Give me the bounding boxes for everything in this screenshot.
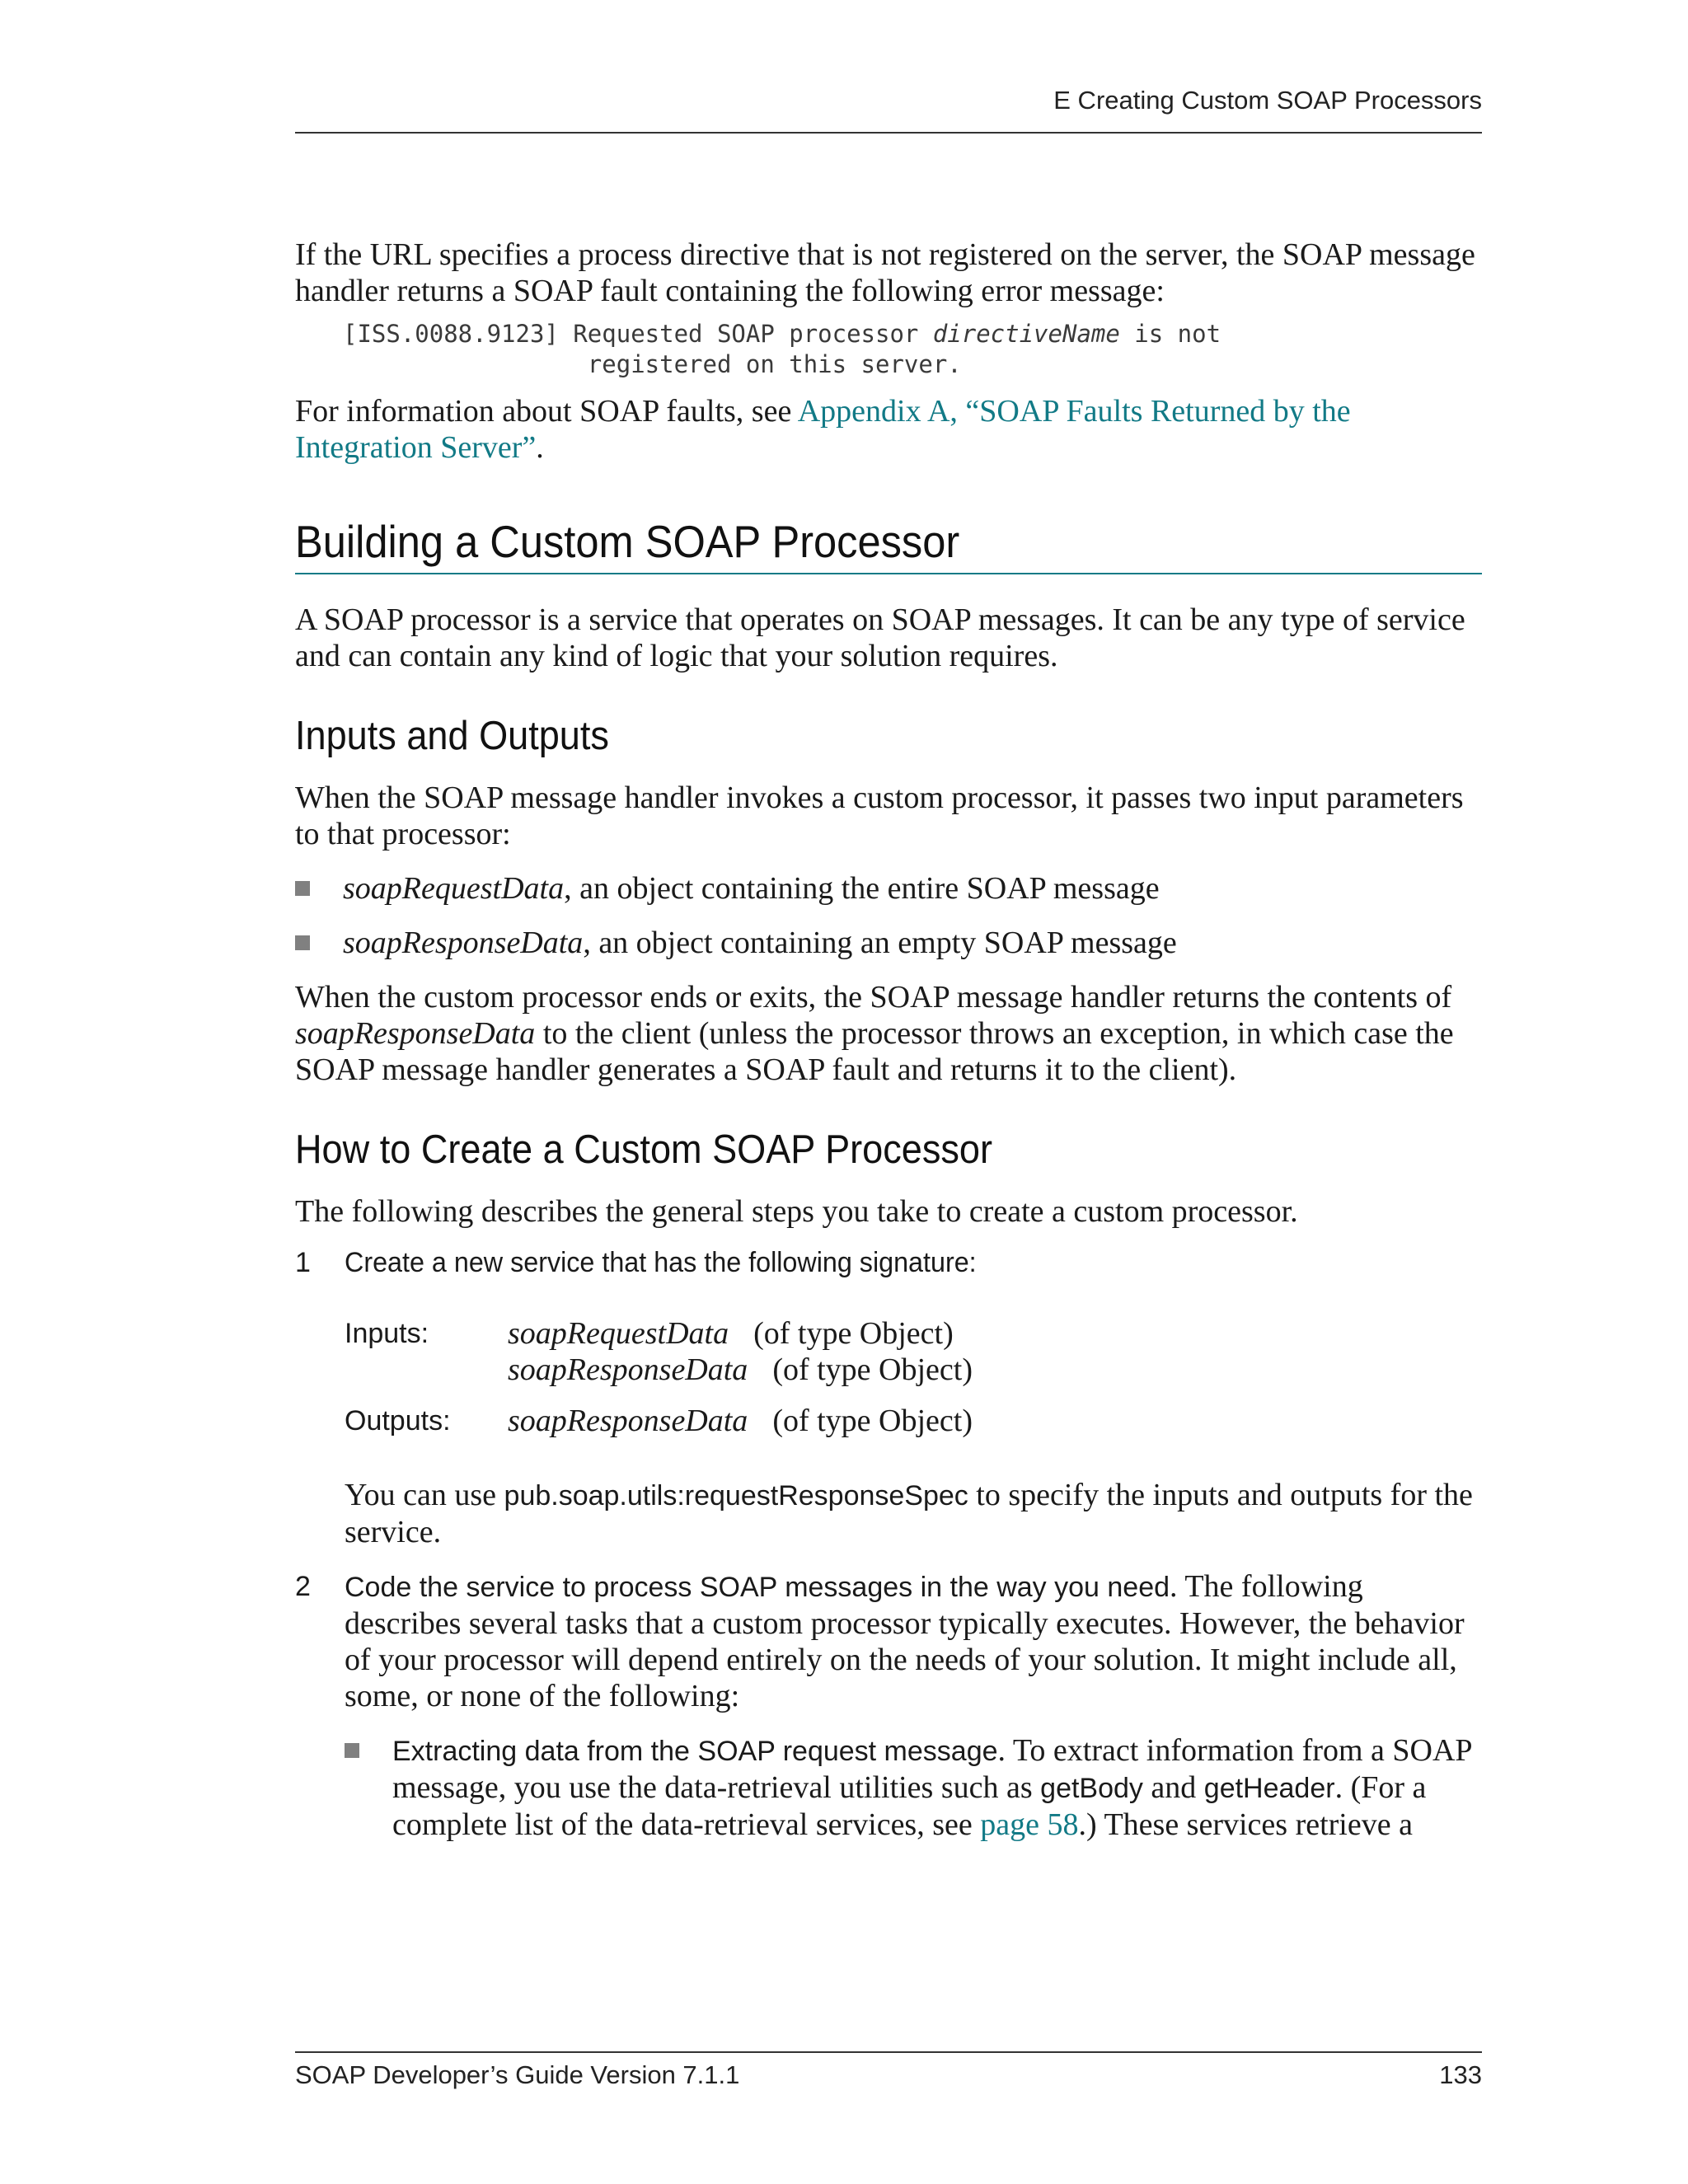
step-number: 1: [295, 1247, 311, 1278]
input-name: soapRequestData: [508, 1316, 729, 1351]
step-2: [295, 1568, 1482, 1843]
header-rule: [295, 132, 1482, 134]
list-item: soapRequestData, an object containing the entire SOAP message: [295, 870, 1482, 907]
faults-text: For information about SOAP faults, see: [295, 394, 798, 429]
outputs-label: Outputs:: [345, 1405, 451, 1436]
service-signature: [345, 1315, 1482, 1439]
service-name: getHeader: [1203, 1773, 1335, 1804]
section-title-rule: [295, 573, 1482, 574]
appendix-a-link[interactable]: Appendix A, “SOAP Faults Returned by the Integration Server”: [295, 394, 1351, 465]
code-prefix: [ISS.0088.9123] Requested SOAP processor: [343, 320, 933, 348]
inputs-label: Inputs:: [345, 1318, 429, 1349]
how-to-heading: How to Create a Custom SOAP Processor: [295, 1127, 993, 1172]
input-name: soapResponseData: [508, 1352, 748, 1387]
faults-period: .: [536, 430, 544, 465]
square-bullet-icon: [295, 881, 310, 896]
term-soap-request-data: soapRequestData: [343, 871, 565, 906]
how-to-paragraph: The following describes the general steps you take to create a custom processor.: [295, 1194, 1298, 1229]
code-variable: directiveName: [932, 320, 1120, 348]
service-name: pub.soap.utils:requestResponseSpec: [504, 1480, 968, 1511]
step-1-note: You can use pub.soap.utils:requestResponseSpec to specify the inputs and outputs for the service.: [345, 1478, 1473, 1549]
step-2-paragraph: Code the service to process SOAP messages in the way you need. The following describes several tasks that a custom processor typically executes. However, the behavior of your processor will depend entirely on the needs of your solution. It might include all, some, or none of the following:: [345, 1569, 1465, 1713]
list-item: Extracting data from the SOAP request message. To extract information from a SOAP message, you use the data-retrieval utilities such as getBody and getHeader. (For a complete list of the data-retrieval services, see page 58.) These services retrieve a: [345, 1732, 1482, 1843]
footer-title: SOAP Developer’s Guide Version 7.1.1: [295, 2060, 740, 2089]
step-2-lead: Code the service to process SOAP messages in the way you need: [345, 1572, 1170, 1603]
faults-reference-paragraph: [295, 393, 1482, 466]
running-header: E Creating Custom SOAP Processors: [1053, 86, 1482, 115]
section-title: Building a Custom SOAP Processor: [295, 516, 960, 567]
step-1: [295, 1244, 1482, 1550]
footer-rule: [295, 2051, 1482, 2053]
list-item: soapResponseData, an object containing an empty SOAP message: [295, 925, 1482, 961]
input-type: (of type Object): [772, 1352, 973, 1387]
output-name: soapResponseData: [508, 1404, 748, 1438]
input-type: (of type Object): [753, 1316, 954, 1351]
error-code-block: [343, 319, 1482, 380]
sub-step-lead: Extracting data from the SOAP request message: [392, 1736, 998, 1767]
inputs-outputs-heading: Inputs and Outputs: [295, 714, 609, 758]
page-body: [295, 237, 1482, 1843]
return-behavior-paragraph: When the custom processor ends or exits, the SOAP message handler returns the contents of soapResponseData to the client (unless the processor throws an exception, in which case the SOAP message handler generates a SOAP fault and returns it to the client).: [295, 980, 1454, 1087]
page-58-link[interactable]: page 58: [980, 1807, 1079, 1842]
bullet-list: [295, 870, 1482, 961]
code-suffix: is not: [1119, 320, 1221, 348]
step-number: 2: [295, 1571, 311, 1602]
inputs-outputs-paragraph: When the SOAP message handler invokes a custom processor, it passes two input parameters to that processor:: [295, 780, 1464, 851]
term-soap-response-data: soapResponseData: [343, 926, 584, 960]
term-soap-response-data: soapResponseData: [295, 1016, 536, 1051]
intro-paragraph: If the URL specifies a process directive that is not registered on the server, the SOAP message handler returns a SOAP fault containing the following error message:: [295, 237, 1475, 308]
page-footer: [295, 2060, 1482, 2090]
code-line-2: registered on this server.: [343, 350, 962, 378]
section-header: [295, 515, 1482, 574]
page-number: 133: [1439, 2060, 1482, 2089]
square-bullet-icon: [345, 1743, 359, 1758]
output-type: (of type Object): [772, 1404, 973, 1438]
service-name: getBody: [1040, 1773, 1143, 1804]
step-1-lead: Create a new service that has the following signature:: [345, 1247, 977, 1278]
section-paragraph: A SOAP processor is a service that operates on SOAP messages. It can be any type of service and can contain any kind of logic that your solution requires.: [295, 602, 1465, 673]
square-bullet-icon: [295, 935, 310, 950]
